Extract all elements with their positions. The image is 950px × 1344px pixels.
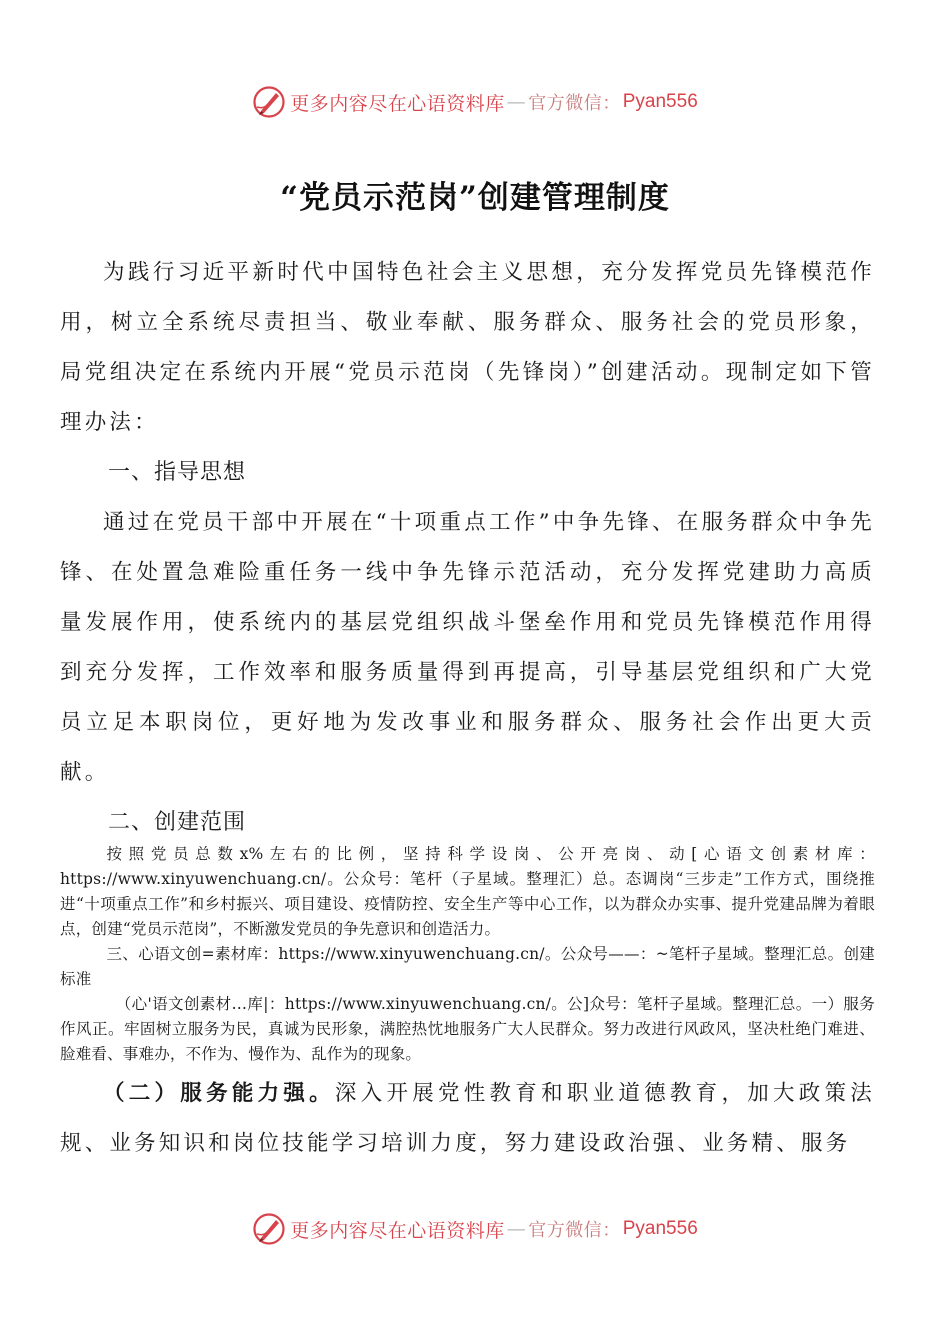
quill-pen-logo-icon — [252, 1212, 286, 1246]
section3-item2-text: 深入开展党性教育和职业道德教育，加大政策法规、业务知识和岗位技能学习培训力度，努力建设政治强、业务精、服务 — [60, 1081, 875, 1156]
section3-sub-paragraph: （心'语文创素材…库|：https://www.xinyuwenchuang.cn/。公]众号：笔杆子星域。整理汇总。一）服务作风正。牢固树立服务为民，真诚为民形象，满腔热忱地服务广大人民群众。努力改进行风政风，坚决杜绝门难进、脸难看、事难办，不作为、慢作为、乱作为的现象。 — [60, 995, 875, 1063]
header-banner — [0, 82, 950, 122]
banner-wechat-label: 官方微信： — [528, 1220, 621, 1241]
section2-heading: 二、创建范围 — [108, 810, 247, 835]
banner-dash: — — [506, 91, 527, 113]
intro-paragraph: 为践行习近平新时代中国特色社会主义思想，充分发挥党员先锋模范作用，树立全系统尽责担当、敬业奉献、服务群众、服务社会的党员形象，局党组决定在系统内开展“党员示范岗（先锋岗）”创建活动。现制定如下管理办法： — [60, 260, 875, 435]
section3-item2-paragraph — [60, 1069, 875, 1169]
banner-wechat-label: 官方微信： — [528, 93, 621, 114]
document-body — [60, 248, 875, 1169]
banner-text: 更多内容尽在心语资料库 — [290, 92, 505, 115]
section1-paragraph: 通过在党员干部中开展在“十项重点工作”中争先锋、在服务群众中争先锋、在处置急难险重任务一线中争先锋示范活动，充分发挥党建助力高质量发展作用，使系统内的基层党组织战斗堡垒作用和党员先锋模范作用得到充分发挥，工作效率和服务质量得到再提高，引导基层党组织和广大党员立足本职岗位，更好地为发改事业和服务群众、服务社会作出更大贡献。 — [60, 510, 875, 785]
section3-item2-lead: （二）服务能力强。 — [103, 1081, 335, 1106]
section1-heading: 一、指导思想 — [108, 460, 247, 485]
banner-account: Pyan556 — [622, 1218, 698, 1239]
section2-paragraph: 按照党员总数x%左右的比例，坚持科学设岗、公开亮岗、动[心语文创素材库：https://www.xinyuwenchuang.cn/。公众号：笔杆（子星域。整理汇）总。态调岗“三步走”工作方式，围绕推进“十项重点工作”和乡村振兴、项目建设、疫情防控、安全生产等中心工作，以为群众办实事、提升党建品牌为着眼点，创建“党员示范岗”，不断激发党员的争先意识和创造活力。 — [60, 845, 875, 938]
quill-pen-logo-icon — [252, 85, 286, 119]
footer-banner — [0, 1209, 950, 1249]
section3-paragraph: 三、心语文创=素材库：https://www.xinyuwenchuang.cn/。公众号——：~笔杆子星域。整理汇总。创建标准 — [60, 945, 875, 988]
banner-text: 更多内容尽在心语资料库 — [290, 1219, 505, 1242]
banner-account: Pyan556 — [622, 91, 698, 112]
document-title: “党员示范岗”创建管理制度 — [280, 180, 670, 216]
banner-dash: — — [506, 1218, 527, 1240]
